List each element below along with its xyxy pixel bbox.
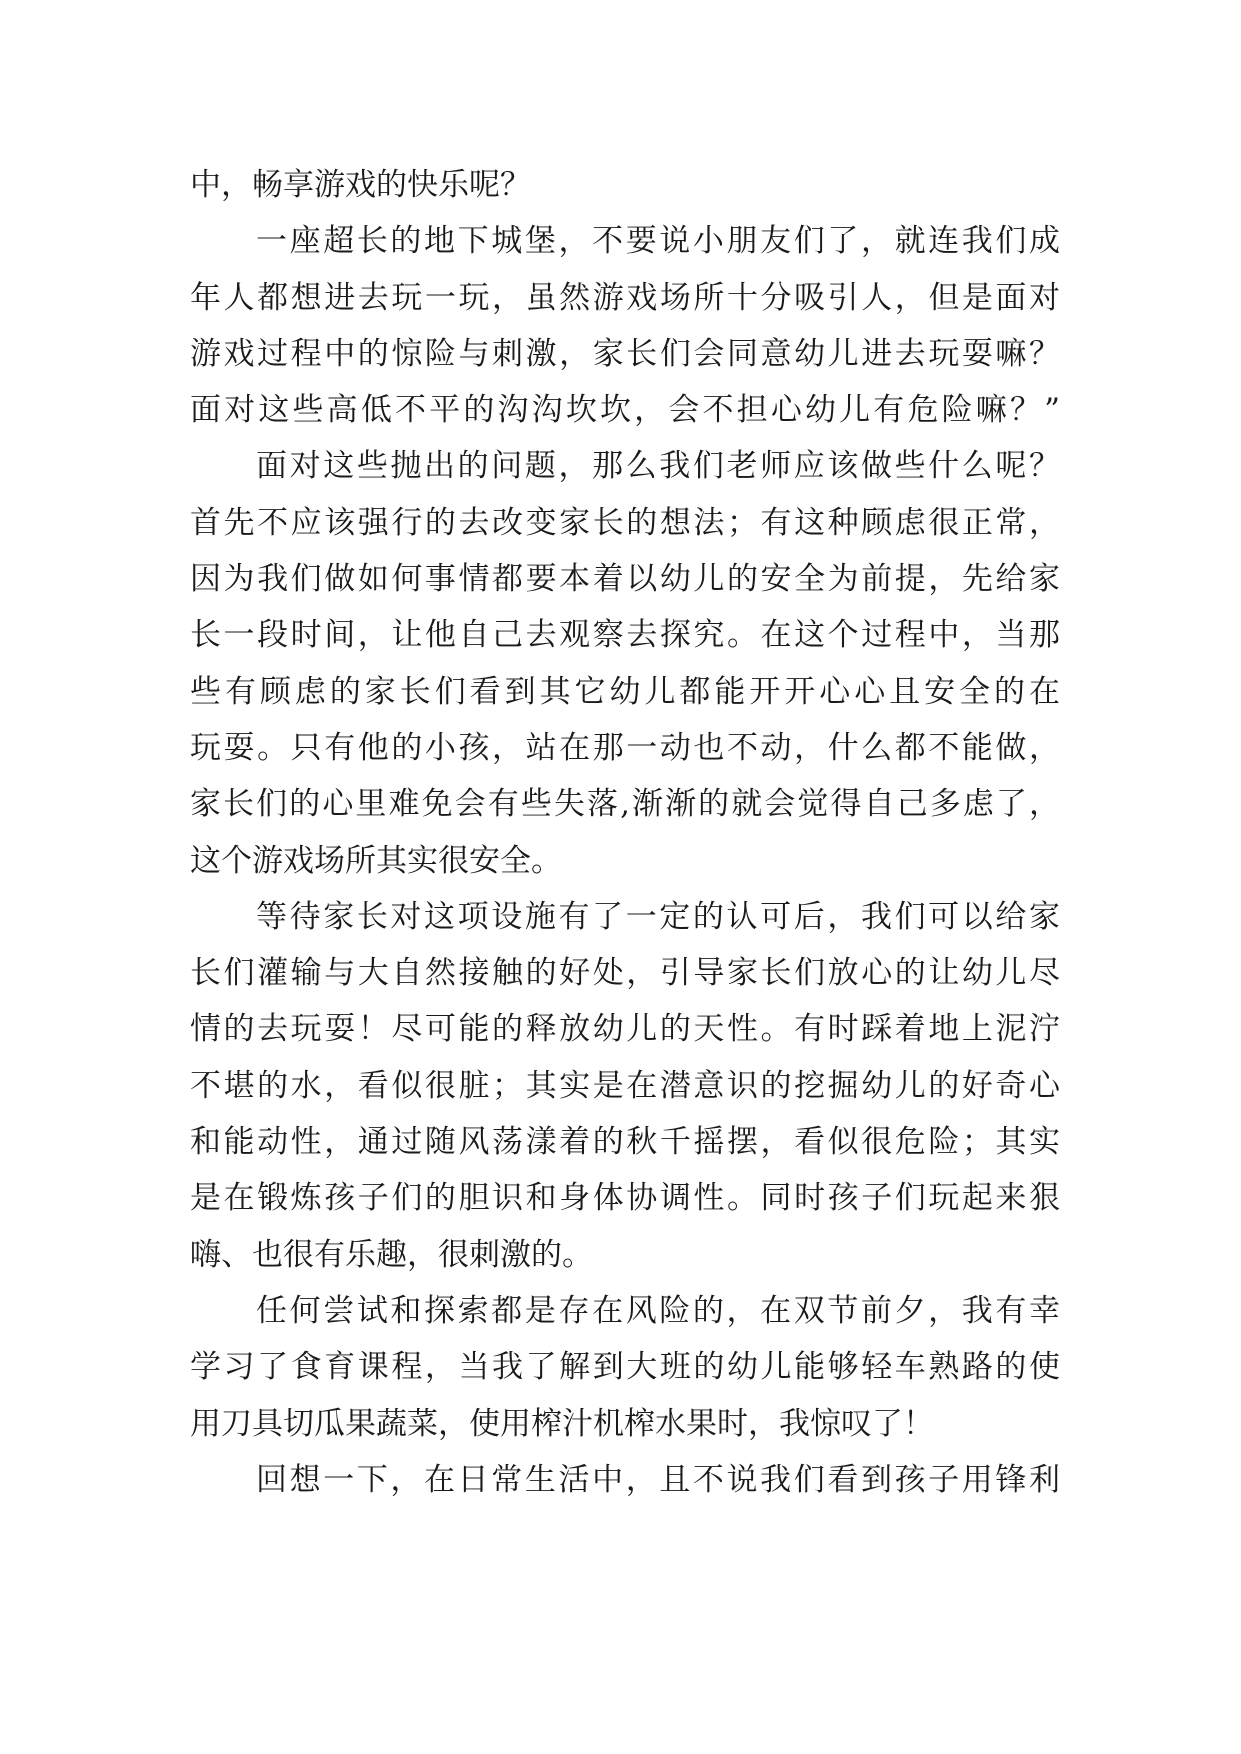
paragraph-first-line: 一座超长的地下城堡，不要说小朋友们了，就连我们成 [256, 223, 1060, 260]
text-line: 长们灌输与大自然接触的好处，引导家长们放心的让幼儿尽 [190, 955, 1060, 992]
body-text [190, 157, 1060, 1508]
text-line: 年人都想进去玩一玩，虽然游戏场所十分吸引人，但是面对 [190, 279, 1060, 316]
text-line: 些有顾虑的家长们看到其它幼儿都能开开心心且安全的在 [190, 673, 1060, 710]
text-line: 面对这些高低不平的沟沟坎坎，会不担心幼儿有危险嘛？” [190, 392, 1060, 429]
text-line: 和能动性，通过随风荡漾着的秋千摇摆，看似很危险；其实 [190, 1124, 1060, 1161]
text-line: 家长们的心里难免会有些失落,渐渐的就会觉得自己多虑了， [190, 786, 1060, 823]
text-line: 玩耍。只有他的小孩，站在那一动也不动，什么都不能做， [190, 729, 1060, 766]
text-line: 这个游戏场所其实很安全。 [190, 842, 562, 879]
text-line: 学习了食育课程，当我了解到大班的幼儿能够轻车熟路的使 [190, 1349, 1060, 1386]
paragraph-first-line: 任何尝试和探索都是存在风险的，在双节前夕，我有幸 [256, 1292, 1060, 1329]
text-line: 不堪的水，看似很脏；其实是在潜意识的挖掘幼儿的好奇心 [190, 1067, 1060, 1104]
text-line: 嗨、也很有乐趣，很刺激的。 [190, 1236, 593, 1273]
paragraph-first-line: 等待家长对这项设施有了一定的认可后，我们可以给家 [256, 898, 1060, 935]
text-line: 长一段时间，让他自己去观察去探究。在这个过程中，当那 [190, 617, 1060, 654]
text-line: 中，畅享游戏的快乐呢？ [190, 167, 531, 203]
text-line: 用刀具切瓜果蔬菜，使用榨汁机榨水果时，我惊叹了！ [190, 1405, 934, 1442]
paragraph-first-line: 回想一下，在日常生活中，且不说我们看到孩子用锋利 [256, 1461, 1060, 1498]
paragraph-first-line: 面对这些抛出的问题，那么我们老师应该做些什么呢？ [256, 448, 1060, 485]
text-line: 首先不应该强行的去改变家长的想法；有这种顾虑很正常， [190, 504, 1060, 541]
text-line: 情的去玩耍！尽可能的释放幼儿的天性。有时踩着地上泥泞 [190, 1011, 1060, 1048]
text-line: 是在锻炼孩子们的胆识和身体协调性。同时孩子们玩起来狠 [190, 1180, 1060, 1217]
text-line: 游戏过程中的惊险与刺激，家长们会同意幼儿进去玩耍嘛？ [190, 335, 1060, 372]
text-line: 因为我们做如何事情都要本着以幼儿的安全为前提，先给家 [190, 561, 1060, 598]
